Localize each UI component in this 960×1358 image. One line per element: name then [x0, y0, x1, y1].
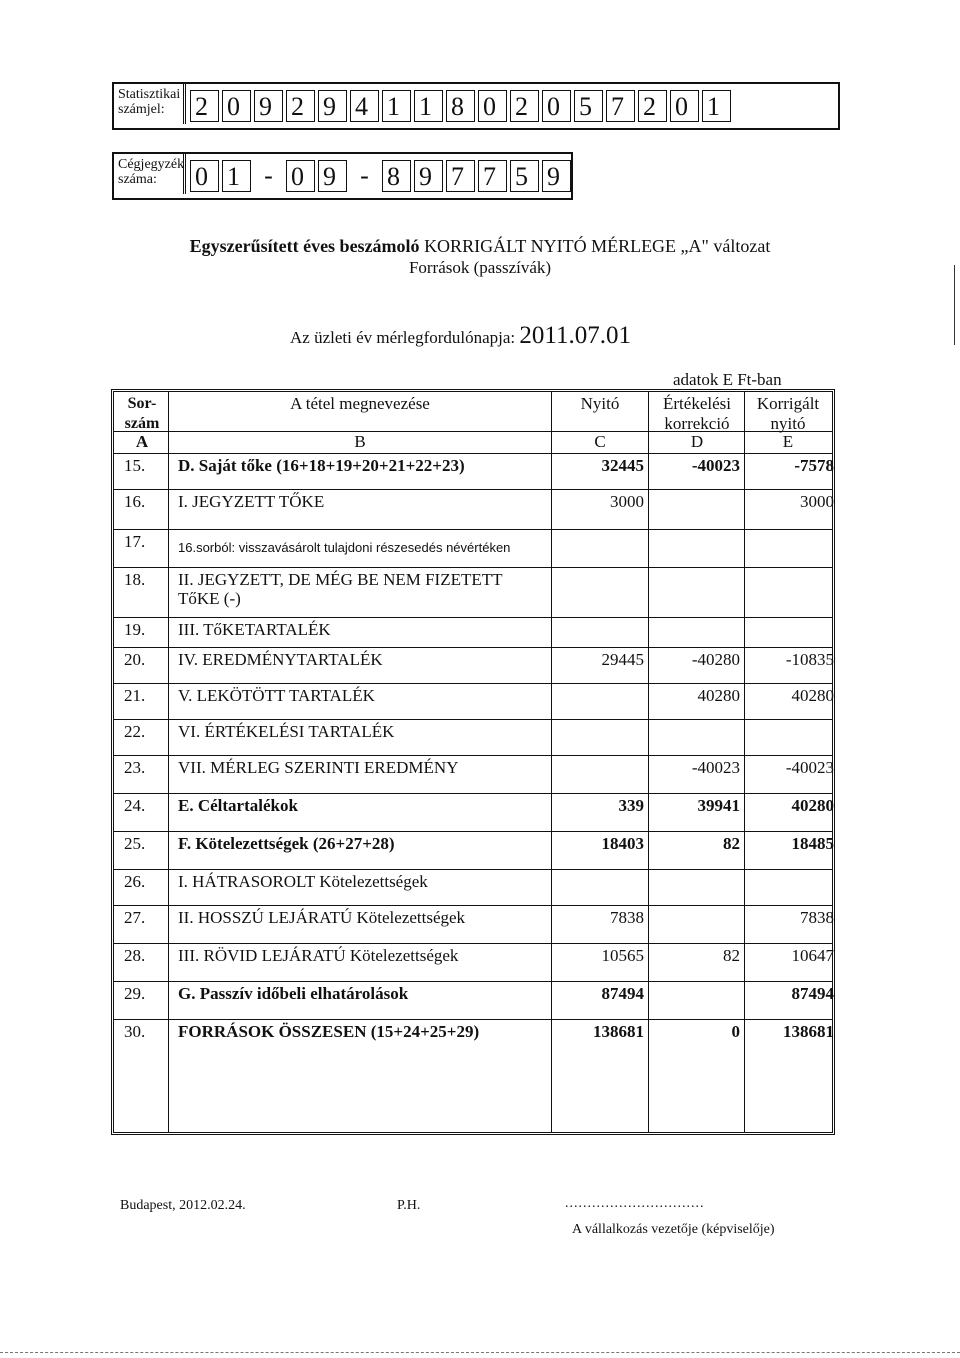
place-and-date: Budapest, 2012.02.24. [120, 1198, 246, 1213]
table-letter-row [114, 432, 832, 454]
balance-date-value: 2011.07.01 [519, 322, 631, 349]
digit-cell: 1 [702, 90, 731, 122]
balance-date [290, 322, 631, 350]
digit-cell: 0 [222, 90, 251, 122]
row-number: 26. [124, 872, 146, 891]
table-row [114, 648, 832, 684]
digit-cell: 1 [382, 90, 411, 122]
digit-cell: 0 [190, 160, 219, 192]
row-valuation-correction: 0 [731, 1022, 740, 1041]
row-corrected-opening: 10647 [791, 946, 834, 965]
row-number: 20. [124, 650, 146, 669]
letter-d: D [690, 432, 704, 451]
digit-cell: 9 [542, 160, 571, 192]
row-item-name: II. HOSSZÚ LEJÁRATÚ Kötelezettségek [178, 908, 466, 927]
digit-cell: 0 [542, 90, 571, 122]
row-opening: 339 [618, 796, 644, 815]
row-valuation-correction: -40023 [691, 758, 740, 777]
row-item-name: II. JEGYZETT, DE MÉG BE NEM FIZETETT TőKE (-) [178, 570, 503, 608]
row-item-name: G. Passzív időbeli elhatárolások [178, 984, 409, 1003]
row-corrected-opening: -7578 [794, 456, 834, 475]
company-reg-digits [186, 154, 574, 198]
row-item-name: 16.sorból: visszavásárolt tulajdoni részesedés névértéken [178, 540, 511, 555]
digit-cell: 4 [350, 90, 379, 122]
row-valuation-correction: 40280 [697, 686, 740, 705]
row-corrected-opening: 18485 [791, 834, 834, 853]
row-opening: 7838 [610, 908, 644, 927]
row-opening: 32445 [601, 456, 644, 475]
row-number: 25. [124, 834, 146, 853]
digit-cell: 8 [382, 160, 411, 192]
row-valuation-correction: -40280 [691, 650, 740, 669]
table-row [114, 490, 832, 530]
page-edge-mark [954, 265, 955, 345]
row-opening: 87494 [601, 984, 644, 1003]
row-number: 15. [124, 456, 146, 475]
row-number: 29. [124, 984, 146, 1003]
digit-separator: - [264, 161, 273, 190]
digit-cell: 2 [638, 90, 667, 122]
report-title-bold: Egyszerűsített éves beszámoló [189, 236, 420, 256]
row-number: 18. [124, 570, 146, 589]
row-corrected-opening: -10835 [785, 650, 834, 669]
row-corrected-opening: 87494 [791, 984, 834, 1003]
row-number: 19. [124, 620, 146, 639]
company-reg-label: Cégjegyzék száma: [114, 154, 186, 194]
report-subtitle: Források (passzívák) [408, 258, 552, 277]
table-row [114, 568, 832, 618]
letter-e: E [782, 432, 794, 451]
row-item-name: D. Saját tőke (16+18+19+20+21+22+23) [178, 456, 465, 475]
row-number: 21. [124, 686, 146, 705]
digit-cell: 0 [286, 160, 315, 192]
digit-separator: - [360, 161, 369, 190]
table-row [114, 832, 832, 870]
table-row [114, 982, 832, 1020]
stamp-placeholder: P.H. [397, 1198, 421, 1213]
header-row-number: Sor-szám [124, 395, 160, 432]
row-number: 30. [124, 1022, 146, 1041]
row-number: 27. [124, 908, 146, 927]
digit-cell: 7 [606, 90, 635, 122]
row-opening: 138681 [593, 1022, 644, 1041]
row-number: 16. [124, 492, 146, 511]
digit-cell: 8 [446, 90, 475, 122]
table-row [114, 794, 832, 832]
row-corrected-opening: 138681 [783, 1022, 834, 1041]
row-item-name: I. HÁTRASOROLT Kötelezettségek [178, 872, 428, 891]
digit-cell: 1 [222, 160, 251, 192]
row-corrected-opening: 40280 [791, 796, 834, 815]
row-corrected-opening: 7838 [800, 908, 834, 927]
digit-cell: 9 [318, 90, 347, 122]
row-item-name: IV. EREDMÉNYTARTALÉK [178, 650, 383, 669]
header-opening: Nyitó [580, 394, 620, 413]
digit-cell: 2 [190, 90, 219, 122]
row-item-name: VII. MÉRLEG SZERINTI EREDMÉNY [178, 758, 459, 777]
table-row [114, 906, 832, 944]
table-header-row [114, 392, 832, 432]
header-valuation-correction: Értékelési korrekció [663, 394, 731, 433]
header-item-name: A tétel megnevezése [290, 394, 430, 413]
table-row [114, 944, 832, 982]
row-corrected-opening: -40023 [785, 758, 834, 777]
digit-cell: 2 [510, 90, 539, 122]
row-corrected-opening: 40280 [791, 686, 834, 705]
header-corrected-opening: Korrigált nyitó [756, 394, 820, 433]
letter-c: C [594, 432, 606, 451]
table-row [114, 454, 832, 490]
digit-cell: 7 [446, 160, 475, 192]
row-opening: 3000 [610, 492, 644, 511]
stat-number-digits [186, 84, 734, 128]
signatory-label: A vállalkozás vezetője (képviselője) [572, 1222, 775, 1237]
row-corrected-opening: 3000 [800, 492, 834, 511]
row-valuation-correction: -40023 [691, 456, 740, 475]
digit-cell: 0 [670, 90, 699, 122]
row-item-name: VI. ÉRTÉKELÉSI TARTALÉK [178, 722, 395, 741]
letter-a: A [135, 432, 149, 451]
row-number: 24. [124, 796, 146, 815]
balance-date-label: Az üzleti év mérlegfordulónapja: [290, 328, 516, 347]
digit-cell: 5 [510, 160, 539, 192]
digit-cell: 1 [414, 90, 443, 122]
letter-b: B [354, 432, 366, 451]
table-row [114, 720, 832, 756]
digit-cell: 9 [254, 90, 283, 122]
table-row [114, 1020, 832, 1076]
table-row [114, 618, 832, 648]
stat-number-label: Statisztikai számjel: [114, 84, 186, 124]
table-row [114, 530, 832, 568]
row-item-name: F. Kötelezettségek (26+27+28) [178, 834, 395, 853]
row-opening: 29445 [601, 650, 644, 669]
digit-cell: 5 [574, 90, 603, 122]
company-reg-box [112, 152, 573, 200]
unit-note: adatok E Ft-ban [673, 370, 782, 389]
digit-cell: 2 [286, 90, 315, 122]
row-number: 17. [124, 532, 146, 551]
row-item-name: III. RÖVID LEJÁRATÚ Kötelezettségek [178, 946, 459, 965]
report-title-rest: KORRIGÁLT NYITÓ MÉRLEGE „A" változat [424, 236, 771, 256]
row-item-name: V. LEKÖTÖTT TARTALÉK [178, 686, 375, 705]
table-row [114, 756, 832, 794]
row-item-name: E. Céltartalékok [178, 796, 298, 815]
digit-cell: 0 [478, 90, 507, 122]
page-bottom-line [0, 1352, 960, 1353]
balance-table [111, 389, 835, 1135]
signature-line: ............................... [565, 1196, 705, 1211]
row-number: 22. [124, 722, 146, 741]
row-item-name: I. JEGYZETT TŐKE [178, 492, 325, 511]
row-item-name: FORRÁSOK ÖSSZESEN (15+24+25+29) [178, 1022, 480, 1041]
stat-number-box [112, 82, 840, 130]
row-opening: 10565 [601, 946, 644, 965]
table-row [114, 870, 832, 906]
row-number: 23. [124, 758, 146, 777]
table-row [114, 684, 832, 720]
digit-cell: 9 [318, 160, 347, 192]
row-number: 28. [124, 946, 146, 965]
digit-cell: 9 [414, 160, 443, 192]
row-opening: 18403 [601, 834, 644, 853]
row-valuation-correction: 39941 [697, 796, 740, 815]
row-item-name: III. TőKETARTALÉK [178, 620, 331, 639]
row-valuation-correction: 82 [723, 946, 740, 965]
digit-cell: 7 [478, 160, 507, 192]
row-valuation-correction: 82 [723, 834, 740, 853]
report-title [0, 236, 960, 257]
